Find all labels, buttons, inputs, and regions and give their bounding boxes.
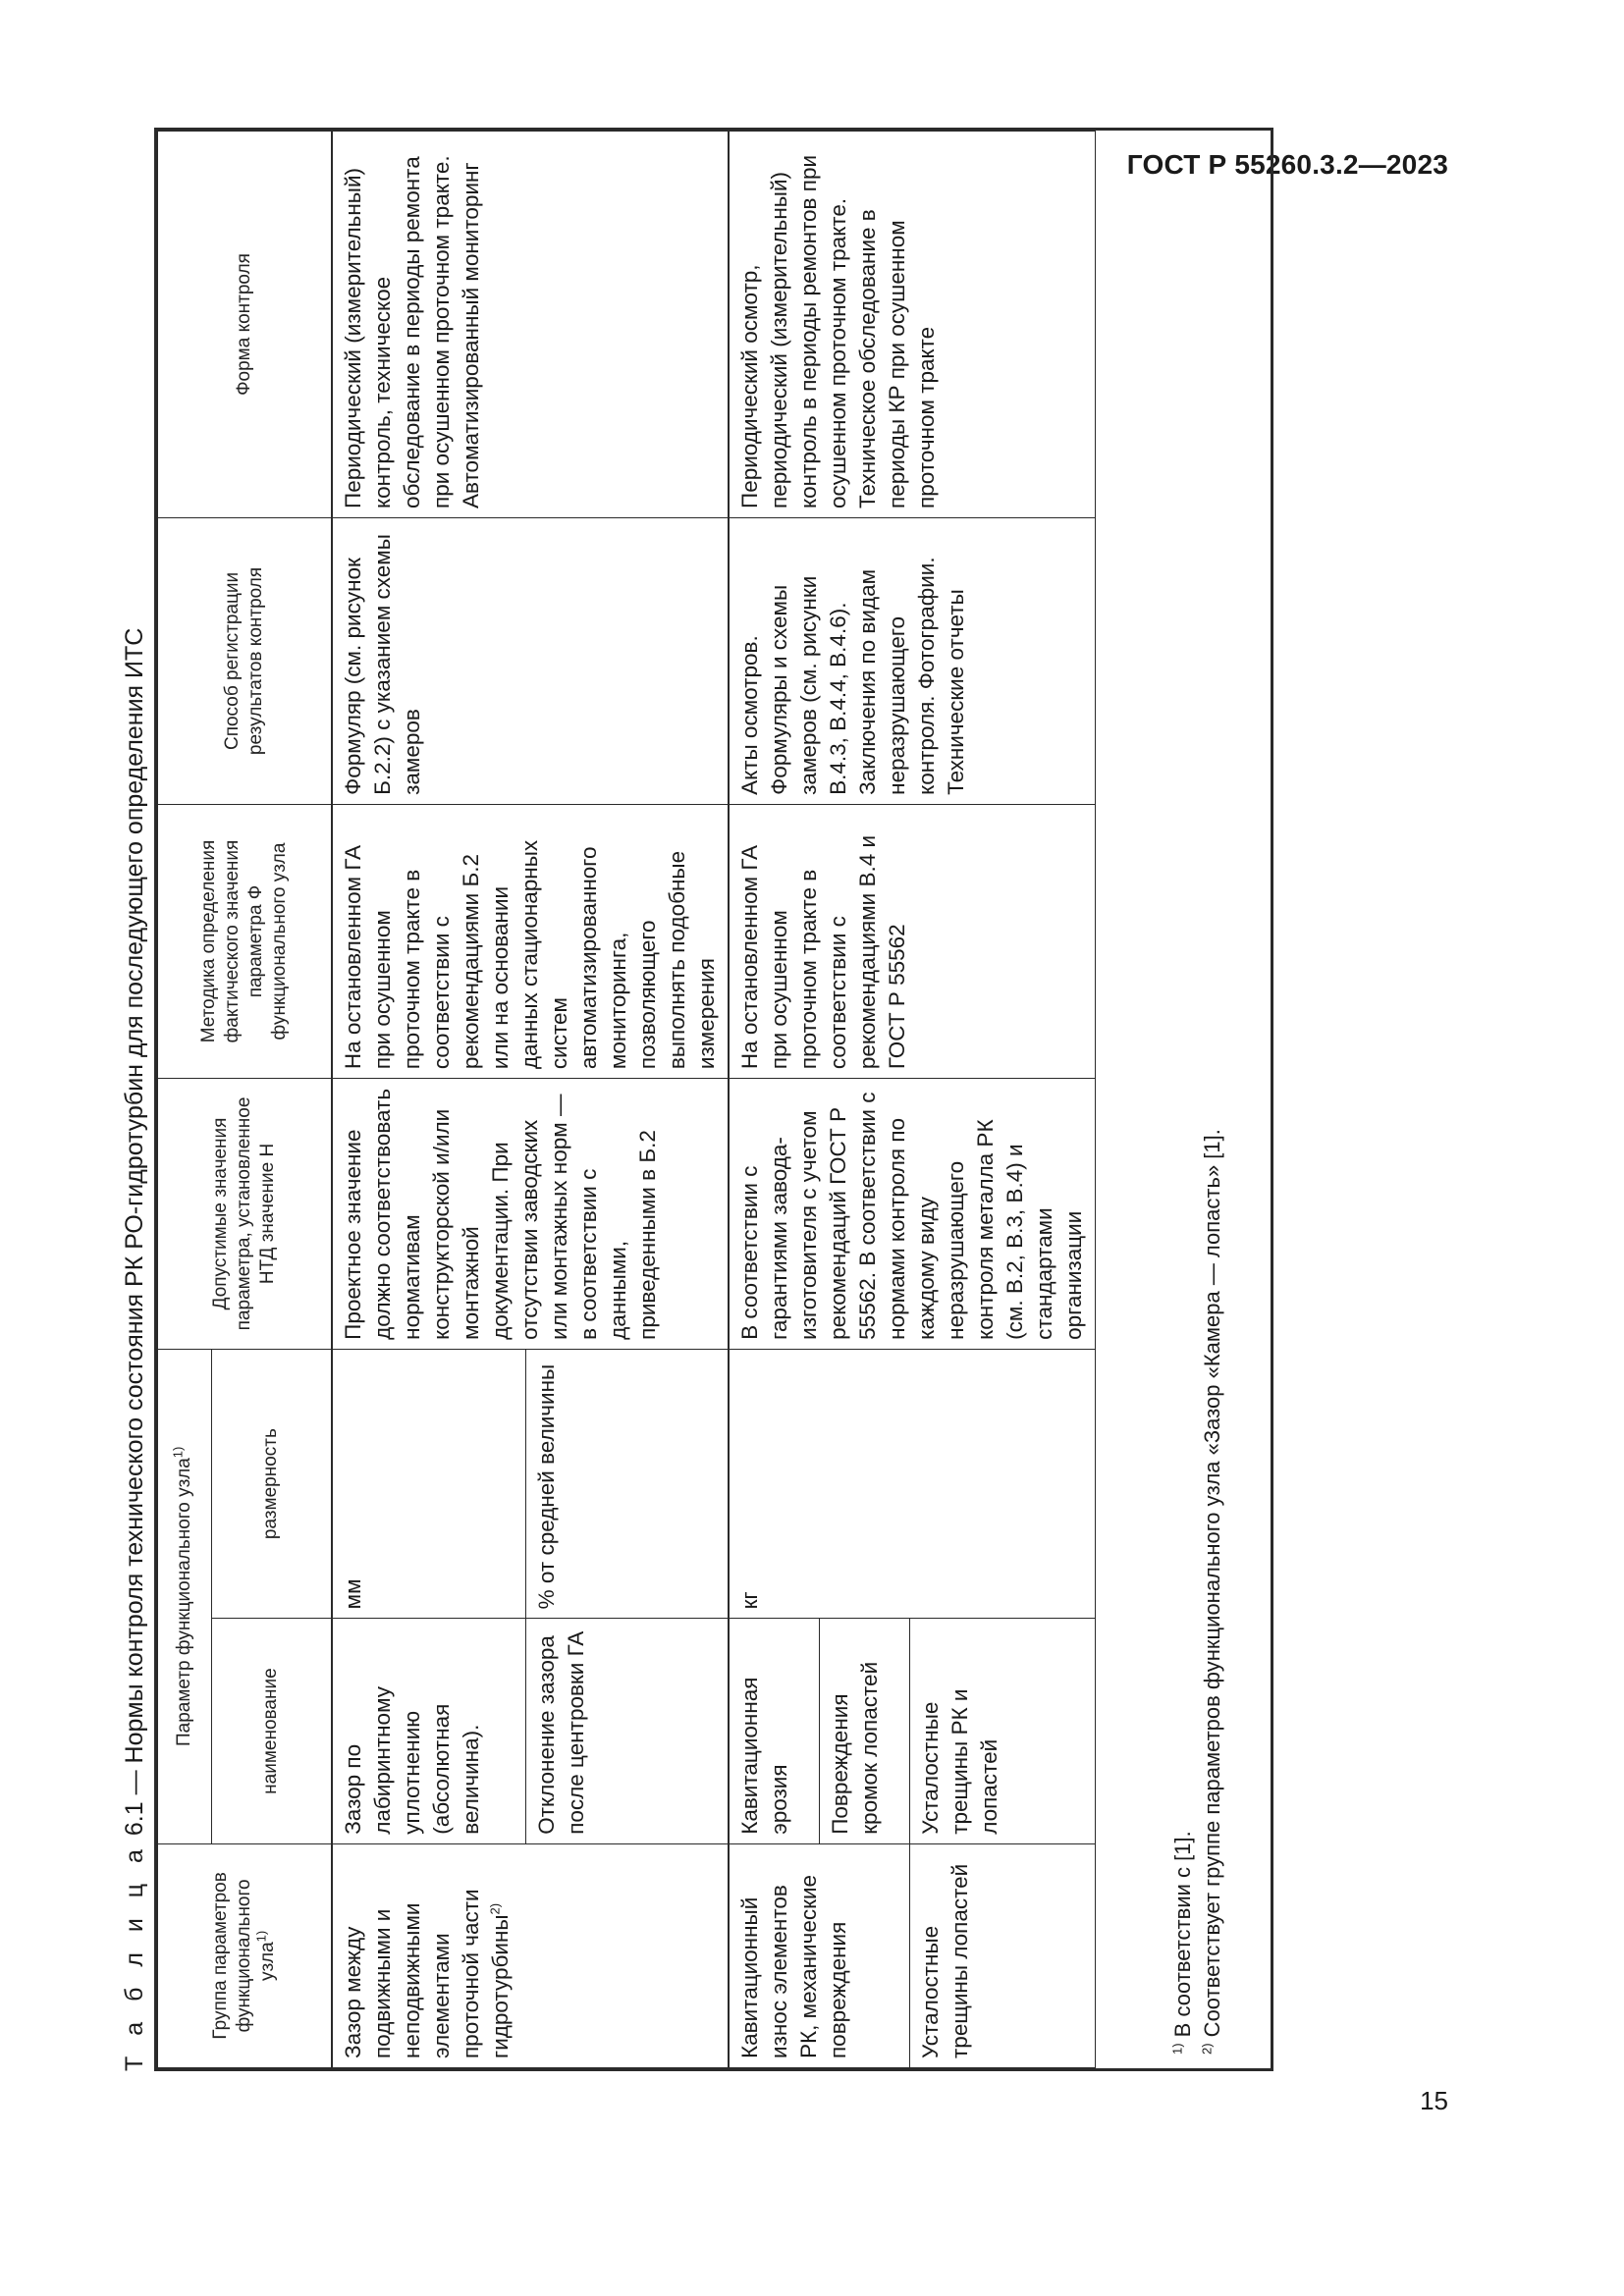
table-caption-prefix: Т а б л и ц а (121, 1842, 148, 2071)
header-param-text: Параметр функционального узла (174, 1458, 194, 1746)
row-1-method: На остановленном ГА при осушенном проточном тракте в соответствии с рекомендациями Б.2 или на основании данных стационарных систем автоматизированного мониторинга, позволяющего выполнять подобные измерения (332, 804, 729, 1078)
row-2-param-name: Отклонение зазора после центровки ГА (526, 1619, 729, 1843)
page-number: 15 (1420, 2086, 1448, 2115)
header-group (158, 1843, 332, 2067)
header-param-name: наименование (212, 1619, 332, 1843)
row-3-registration: Акты осмотров. Формуляры и схемы замеров (см. рисунки В.4.3, В.4.4, В.4.6). Заключения по видам неразрушающего контроля. Фотографии. Технические отчеты (729, 517, 1096, 804)
row-1-group (332, 1843, 729, 2067)
row-2-param-unit: % от средней величины (526, 1349, 729, 1619)
row-4-param-name: Повреждения кромок лопастей (819, 1619, 909, 1843)
row-3-param-unit: кг (729, 1349, 1096, 1619)
row-5-group: Усталостные трещины лопастей (909, 1843, 1095, 2067)
header-param-unit: размерность (212, 1349, 332, 1619)
rotated-table-area (113, 128, 1281, 2071)
row-3-group: Кавитационный износ элементов РК, механические повреждения (729, 1843, 910, 2067)
row-1-param-name: Зазор по лабиринтному уплотнению (абсолютная величина). (332, 1619, 526, 1843)
row-1-registration: Формуляр (см. рисунок Б.2.2) с указанием схемы замеров (332, 517, 729, 804)
footnote-1-text: В соответствии с [1]. (1170, 1831, 1195, 2038)
header-registration: Способ регистрации результатов контроля (158, 517, 332, 804)
header-param-footnote: 1) (170, 1446, 186, 1459)
header-allowed: Допустимые значения параметра, установленное НТД значение Н (158, 1079, 332, 1350)
row-3-form: Периодический осмотр, периодический (измерительный) контроль в периоды ремонтов при осушенном проточном тракте. Техническое обследование в периоды КР при осушенном проточном тракте (729, 132, 1096, 518)
row-3-method: На остановленном ГА при осушенном проточном тракте в соответствии с рекомендациями В.4 и ГОСТ Р 55562 (729, 804, 1096, 1078)
norms-table (157, 131, 1096, 2068)
table-frame (154, 128, 1273, 2071)
row-1-param-unit: мм (332, 1349, 526, 1619)
row-1-allowed: Проектное значение должно соответствовать нормативам конструкторской и/или монтажной документации. При отсутствии заводских или монтажных норм — в соответствии с данными, приведенными в Б.2 (332, 1079, 729, 1350)
table-footnotes (1168, 189, 1227, 2055)
row-3-allowed: В соответствии с гарантиями завода-изготовителя с учетом рекомендаций ГОСТ Р 55562. В соответствии с нормами контроля по каждому виду неразрушающего контроля металла РК (см. В.2, В.3, В.4) и стандартами организации (729, 1079, 1096, 1350)
header-method: Методика определения фактического значения параметра Ф функционального узла (158, 804, 332, 1078)
header-param (158, 1349, 212, 1843)
footnote-1-mark: 1) (1169, 2043, 1185, 2055)
footnote-2-text: Соответствует группе параметров функционального узла «Зазор «Камера — лопасть» [1]. (1200, 1129, 1224, 2038)
header-group-footnote: 1) (253, 1930, 269, 1943)
row-5-param-name: Усталостные трещины РК и лопастей (909, 1619, 1095, 1843)
table-caption-text: 6.1 — Нормы контроля технического состояния РК РО-гидротурбин для последующего определения ИТС (121, 627, 148, 1837)
table-caption (121, 147, 149, 2071)
document-code: ГОСТ Р 55260.3.2—2023 (1126, 149, 1448, 180)
footnote-1 (1168, 189, 1198, 2055)
header-form: Форма контроля (158, 132, 332, 518)
footnote-2-mark: 2) (1199, 2043, 1215, 2055)
row-1-group-text: Зазор между подвижными и неподвижными элементами проточной части гидротурбины (340, 1889, 513, 2058)
header-group-text: Группа параметров функционального узла (209, 1872, 278, 2040)
row-3-param-name: Кавитационная эрозия (729, 1619, 820, 1843)
footnote-2 (1198, 189, 1227, 2055)
row-1-group-footnote: 2) (487, 1902, 502, 1915)
row-1-form: Периодический (измерительный) контроль, техническое обследование в периоды ремонта при осушенном проточном тракте. Автоматизированный мониторинг (332, 132, 729, 518)
